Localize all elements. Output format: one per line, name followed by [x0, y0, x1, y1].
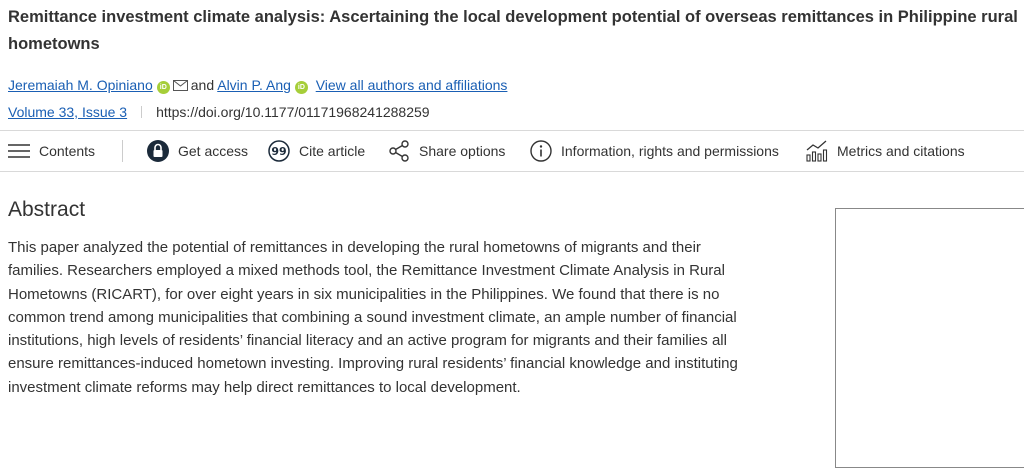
menu-icon: [8, 143, 30, 159]
author-line: [8, 75, 507, 95]
contents-label: Contents: [39, 143, 96, 159]
doi-text[interactable]: https://doi.org/10.1177/01171968241288259: [156, 104, 430, 120]
cite-article-button[interactable]: [268, 131, 365, 171]
author-link-opiniano[interactable]: Jeremaiah M. Opiniano: [8, 77, 153, 93]
volume-issue-link[interactable]: Volume 33, Issue 3: [8, 104, 128, 120]
view-all-authors-link[interactable]: View all authors and affiliations: [315, 77, 508, 93]
metrics-button[interactable]: [806, 131, 965, 171]
author-link-ang[interactable]: Alvin P. Ang: [217, 77, 291, 93]
share-options-button[interactable]: [388, 131, 505, 171]
article-title: Remittance investment climate analysis: Ascertaining the local development potential of overseas remittances in Philippine rural hometowns: [8, 8, 1018, 53]
orcid-icon[interactable]: iD: [295, 81, 308, 94]
sidebar-panel: [835, 208, 1024, 468]
quote-icon: [268, 140, 290, 162]
abstract-text: This paper analyzed the potential of remittances in developing the rural hometowns of migrants and their families. Researchers employed a mixed methods tool, the Remittance Investment Climate Analysis in Rural Hometowns (RICART), for over eight years in six municipalities in the Philippines. We found that there is no common trend among municipalities that combining a sound investment climate, an ample number of financial institutions, high levels of residents’ financial literacy and an active program for migrants and their families all ensure remittances-induced hometown investing. Improving rural residents’ financial knowledge and instituting investment climate reforms may help direct remittances to local development.: [8, 239, 738, 396]
svg-text:99: 99: [271, 145, 287, 158]
information-button[interactable]: [530, 131, 779, 171]
cite-article-label: Cite article: [299, 143, 366, 159]
lock-icon: [147, 140, 169, 162]
author-joiner: and: [190, 77, 215, 93]
meta-divider: [141, 106, 142, 118]
orcid-icon[interactable]: iD: [157, 81, 170, 94]
information-label: Information, rights and permissions: [561, 143, 779, 159]
email-icon[interactable]: [173, 80, 188, 91]
article-toolbar: [0, 130, 1024, 172]
share-icon: [388, 140, 410, 162]
share-options-label: Share options: [419, 143, 506, 159]
contents-button[interactable]: [8, 131, 95, 171]
get-access-button[interactable]: [147, 131, 248, 171]
get-access-label: Get access: [178, 143, 249, 159]
toolbar-divider: [122, 140, 123, 162]
info-icon: [530, 140, 552, 162]
article-meta: [8, 102, 430, 122]
metrics-label: Metrics and citations: [837, 143, 965, 159]
metrics-icon: [806, 140, 828, 162]
abstract-heading: Abstract: [8, 198, 86, 221]
